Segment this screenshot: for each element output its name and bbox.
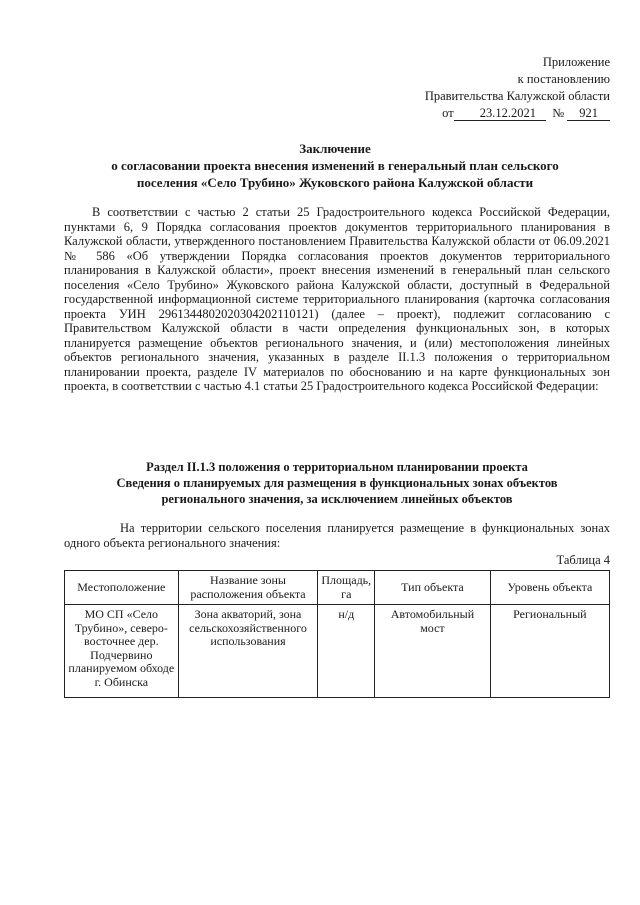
decree-number: 921 — [567, 106, 610, 121]
cell-location: МО СП «Село Трубино», северо-восточнее дер. Подчервино планируемом обходе г. Обинска — [65, 605, 179, 698]
title-line-2: о согласовании проекта внесения изменений в генеральный план сельского — [111, 158, 559, 173]
header-object-type: Тип объекта — [375, 571, 491, 605]
document-title — [60, 140, 610, 191]
approval-date-line — [425, 105, 610, 122]
intro-paragraph-text: На территории сельского поселения планируется размещение в функциональных зонах одного объекта регионального значения: — [64, 521, 610, 550]
header-zone-name: Название зоны расположения объекта — [178, 571, 318, 605]
approval-line-2: к постановлению — [517, 72, 610, 86]
header-object-level: Уровень объекта — [490, 571, 609, 605]
cell-area: н/д — [318, 605, 375, 698]
section-line-2: Сведения о планируемых для размещения в функциональных зонах объектов — [116, 476, 558, 490]
table-header-row — [65, 571, 610, 605]
table-label: Таблица 4 — [556, 553, 610, 567]
date-prefix: от — [442, 106, 454, 120]
cell-object-type: Автомобильный мост — [375, 605, 491, 698]
main-paragraph-text: В соответствии с частью 2 статьи 25 Градостроительного кодекса Российской Федерации, пунктами 6, 9 Порядка согласования проектов документов территориального планирования в Калужской области, утвержденного постановлением Правительства Калужской области от 06.09.2021 № 586 «Об утверждении Порядка согласования проектов документов территориального планирования в Калужской области», проект внесения изменений в генеральный план сельского поселения «Село Трубино» Жуковского района Калужской области, доступный в Федеральной государственной информационной системе территориального планирования (карточка согласования проекта УИН 2961344802020304202110121) (далее – проект), подлежит согласованию с Правительством Калужской области в части определения функциональных зон, в которых планируется размещение объектов регионального значения, и (или) местоположения линейных объектов регионального значения, указанных в разделе II.1.3 положения о территориальном планировании проекта, разделе IV материалов по обоснованию и на карте функциональных зон проекта, в соответствии с частью 4.1 статьи 25 Градостроительного кодекса Российской Федерации: — [64, 205, 610, 393]
approval-block — [425, 54, 610, 122]
header-area: Площадь, га — [318, 571, 375, 605]
title-line-1: Заключение — [299, 141, 371, 156]
section-heading — [64, 459, 610, 507]
number-prefix: № — [552, 106, 565, 120]
section-line-1: Раздел II.1.3 положения о территориальном планировании проекта — [146, 460, 528, 474]
main-paragraph — [64, 205, 610, 394]
objects-table — [64, 570, 610, 698]
cell-object-level: Региональный — [490, 605, 609, 698]
approval-line-1: Приложение — [542, 55, 610, 69]
approval-line-3: Правительства Калужской области — [424, 89, 610, 103]
decree-date: 23.12.2021 — [454, 106, 546, 121]
cell-zone-name: Зона акваторий, зона сельскохозяйственного использования — [178, 605, 318, 698]
section-line-3: регионального значения, за исключением линейных объектов — [161, 492, 513, 506]
header-location: Местоположение — [65, 571, 179, 605]
title-line-3: поселения «Село Трубино» Жуковского района Калужской области — [136, 175, 534, 190]
table-row — [65, 605, 610, 698]
intro-paragraph — [64, 521, 610, 550]
